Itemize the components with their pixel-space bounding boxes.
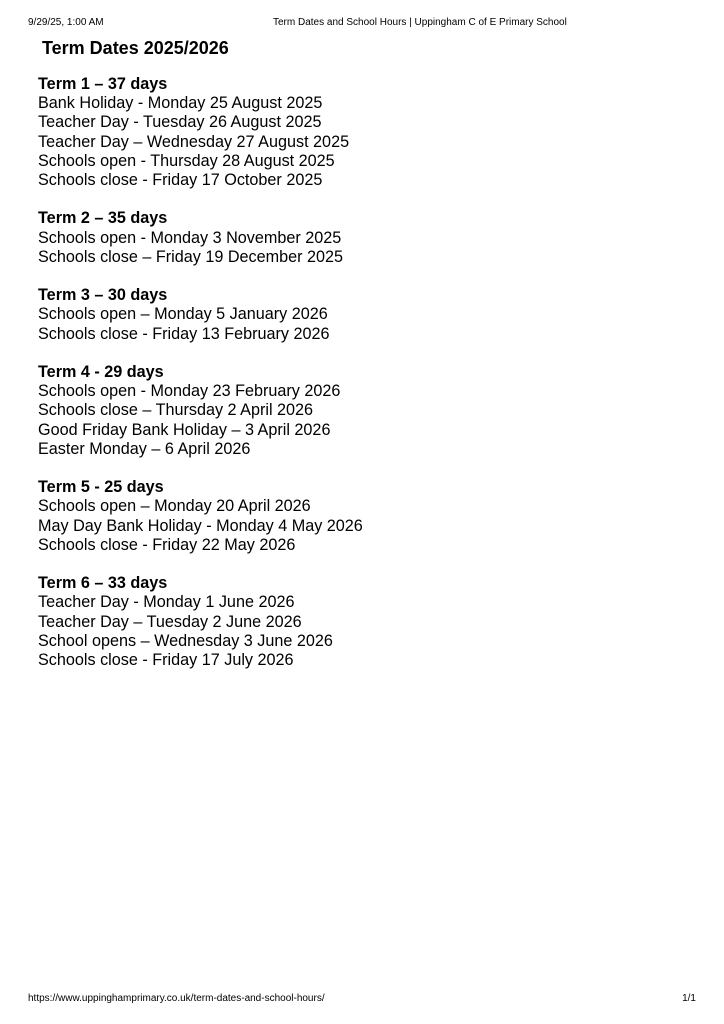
term-section xyxy=(38,209,694,267)
term-section xyxy=(38,574,694,670)
term-line: Schools open – Monday 5 January 2026 xyxy=(38,305,328,324)
term-section xyxy=(38,478,694,555)
term-line: Schools close - Friday 17 October 2025 xyxy=(38,171,323,190)
term-heading: Term 4 - 29 days xyxy=(38,363,164,381)
term-section xyxy=(38,286,694,344)
term-line: Schools close – Friday 19 December 2025 xyxy=(38,247,344,266)
print-timestamp: 9/29/25, 1:00 AM xyxy=(28,17,104,28)
term-section xyxy=(38,75,694,190)
term-list xyxy=(38,75,694,689)
term-line: Schools close - Friday 13 February 2026 xyxy=(38,324,330,343)
term-line: Schools open – Monday 20 April 2026 xyxy=(38,497,311,516)
term-line: Easter Monday – 6 April 2026 xyxy=(38,439,251,458)
term-line: Good Friday Bank Holiday – 3 April 2026 xyxy=(38,420,331,439)
print-footer xyxy=(28,993,696,1006)
term-line: School opens – Wednesday 3 June 2026 xyxy=(38,631,333,650)
source-url: https://www.uppinghamprimary.co.uk/term-dates-and-school-hours/ xyxy=(28,993,325,1004)
term-heading: Term 1 – 37 days xyxy=(38,75,168,93)
term-line: Schools open - Monday 23 February 2026 xyxy=(38,382,341,401)
term-line: Teacher Day - Monday 1 June 2026 xyxy=(38,593,295,612)
term-line: May Day Bank Holiday - Monday 4 May 2026 xyxy=(38,516,363,535)
term-line: Schools close - Friday 17 July 2026 xyxy=(38,651,294,670)
print-doc-title: Term Dates and School Hours | Uppingham C of E Primary School xyxy=(273,17,567,28)
term-section xyxy=(38,363,694,459)
print-header xyxy=(28,17,696,30)
term-line: Schools close - Friday 22 May 2026 xyxy=(38,535,296,554)
term-heading: Term 6 – 33 days xyxy=(38,574,168,593)
term-line: Schools close – Thursday 2 April 2026 xyxy=(38,401,314,420)
term-line: Teacher Day - Tuesday 26 August 2025 xyxy=(38,113,322,132)
term-line: Schools open - Monday 3 November 2025 xyxy=(38,228,342,247)
term-line: Teacher Day – Wednesday 27 August 2025 xyxy=(38,132,350,151)
term-line: Schools open - Thursday 28 August 2025 xyxy=(38,151,335,170)
term-heading: Term 2 – 35 days xyxy=(38,209,168,228)
term-heading: Term 3 – 30 days xyxy=(38,286,168,305)
page-indicator: 1/1 xyxy=(682,993,696,1004)
term-heading: Term 5 - 25 days xyxy=(38,478,164,497)
term-line: Teacher Day – Tuesday 2 June 2026 xyxy=(38,612,302,631)
page-title: Term Dates 2025/2026 xyxy=(42,38,229,58)
term-line: Bank Holiday - Monday 25 August 2025 xyxy=(38,94,323,113)
